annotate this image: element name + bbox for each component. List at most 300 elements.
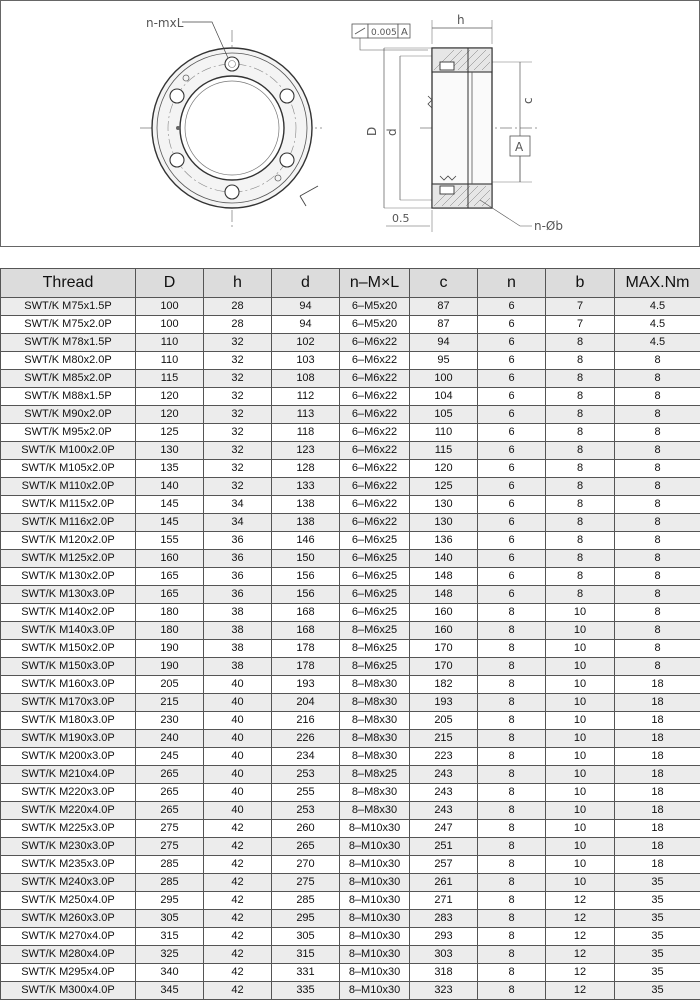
cell-c: 271 [410,892,478,910]
cell-D: 305 [136,910,204,928]
cell-max-nm: 35 [615,982,700,1000]
cell-max-nm: 8 [615,352,700,370]
cell-h: 32 [204,460,272,478]
cell-b: 8 [546,442,615,460]
cell-max-nm: 4.5 [615,316,700,334]
cell-thread: SWT/K M85x2.0P [1,370,136,388]
cell-d: 295 [272,910,340,928]
cell-b: 8 [546,496,615,514]
cell-b: 8 [546,550,615,568]
cell-n-M-L: 6–M6x22 [340,352,410,370]
table-row [1,640,700,658]
cell-c: 247 [410,820,478,838]
cell-D: 215 [136,694,204,712]
cell-c: 261 [410,874,478,892]
dim-c-label: c [521,97,535,104]
dim-h-label: h [457,13,465,27]
cell-D: 145 [136,514,204,532]
cell-n: 6 [478,352,546,370]
cell-n: 6 [478,298,546,316]
cell-thread: SWT/K M110x2.0P [1,478,136,496]
column-header-n: n [478,269,546,298]
cell-b: 10 [546,640,615,658]
cell-h: 40 [204,676,272,694]
cell-h: 36 [204,568,272,586]
cell-n-M-L: 8–M10x30 [340,946,410,964]
cell-max-nm: 35 [615,964,700,982]
cell-max-nm: 8 [615,550,700,568]
table-row [1,568,700,586]
cell-d: 204 [272,694,340,712]
cell-n: 8 [478,712,546,730]
table-row [1,802,700,820]
cell-n-M-L: 6–M5x20 [340,316,410,334]
cell-h: 42 [204,856,272,874]
cell-b: 10 [546,622,615,640]
cell-h: 38 [204,604,272,622]
cell-max-nm: 35 [615,892,700,910]
bolt-hole-lower-right [280,153,294,167]
cell-n-M-L: 6–M6x22 [340,406,410,424]
cell-d: 150 [272,550,340,568]
cell-n: 6 [478,406,546,424]
cell-d: 305 [272,928,340,946]
cell-thread: SWT/K M200x3.0P [1,748,136,766]
table-row [1,370,700,388]
table-row [1,316,700,334]
cell-D: 120 [136,406,204,424]
cell-D: 100 [136,298,204,316]
cell-thread: SWT/K M190x3.0P [1,730,136,748]
cell-max-nm: 8 [615,424,700,442]
table-row [1,784,700,802]
cell-n-M-L: 8–M10x30 [340,856,410,874]
cell-D: 275 [136,820,204,838]
cell-d: 94 [272,298,340,316]
cell-max-nm: 35 [615,928,700,946]
cell-h: 42 [204,838,272,856]
table-row [1,514,700,532]
cell-n-M-L: 6–M5x20 [340,298,410,316]
cell-b: 12 [546,982,615,1000]
cell-d: 123 [272,442,340,460]
cell-c: 257 [410,856,478,874]
cell-D: 180 [136,604,204,622]
cell-thread: SWT/K M230x3.0P [1,838,136,856]
cell-n: 6 [478,496,546,514]
cell-c: 293 [410,928,478,946]
cell-thread: SWT/K M270x4.0P [1,928,136,946]
cell-c: 160 [410,604,478,622]
cell-n: 6 [478,460,546,478]
cell-h: 32 [204,442,272,460]
cell-b: 10 [546,802,615,820]
cell-n: 8 [478,658,546,676]
cell-thread: SWT/K M140x2.0P [1,604,136,622]
cell-thread: SWT/K M78x1.5P [1,334,136,352]
cell-n-M-L: 6–M6x22 [340,334,410,352]
cell-d: 138 [272,496,340,514]
cell-n: 8 [478,856,546,874]
cell-max-nm: 18 [615,694,700,712]
cell-h: 34 [204,496,272,514]
bolt-slot-bottom [440,186,454,194]
drawing-frame [1,1,700,247]
cell-d: 331 [272,964,340,982]
cell-d: 156 [272,568,340,586]
cell-n-M-L: 8–M6x25 [340,658,410,676]
cell-h: 32 [204,334,272,352]
cell-D: 110 [136,334,204,352]
datum-label: A [515,140,524,154]
cell-n-M-L: 8–M10x30 [340,982,410,1000]
cell-n-M-L: 8–M6x25 [340,640,410,658]
cell-n: 6 [478,388,546,406]
cell-b: 10 [546,694,615,712]
cell-D: 265 [136,802,204,820]
cell-thread: SWT/K M125x2.0P [1,550,136,568]
table-row [1,352,700,370]
table-row [1,424,700,442]
cell-n-M-L: 8–M10x30 [340,964,410,982]
cell-d: 168 [272,604,340,622]
cell-b: 8 [546,532,615,550]
cell-D: 315 [136,928,204,946]
cell-D: 240 [136,730,204,748]
cell-d: 226 [272,730,340,748]
table-row [1,748,700,766]
cell-h: 42 [204,982,272,1000]
cell-c: 223 [410,748,478,766]
cell-n-M-L: 8–M8x30 [340,730,410,748]
cell-h: 34 [204,514,272,532]
cell-c: 170 [410,640,478,658]
table-row [1,658,700,676]
cell-D: 295 [136,892,204,910]
cell-c: 87 [410,316,478,334]
cell-D: 115 [136,370,204,388]
cell-d: 253 [272,766,340,784]
cell-D: 180 [136,622,204,640]
cell-h: 42 [204,910,272,928]
cell-d: 156 [272,586,340,604]
cell-thread: SWT/K M95x2.0P [1,424,136,442]
table-row [1,622,700,640]
cell-d: 118 [272,424,340,442]
cell-thread: SWT/K M105x2.0P [1,460,136,478]
cell-d: 94 [272,316,340,334]
cell-c: 170 [410,658,478,676]
cell-n: 8 [478,766,546,784]
cell-thread: SWT/K M280x4.0P [1,946,136,964]
cell-b: 8 [546,370,615,388]
cell-thread: SWT/K M120x2.0P [1,532,136,550]
cell-b: 8 [546,460,615,478]
table-row [1,334,700,352]
cell-n: 8 [478,820,546,838]
cell-max-nm: 18 [615,838,700,856]
cell-h: 42 [204,946,272,964]
cell-n-M-L: 8–M10x30 [340,820,410,838]
cell-c: 130 [410,514,478,532]
cell-c: 243 [410,766,478,784]
front-callout-label: n-mxL [146,16,184,30]
cell-d: 178 [272,658,340,676]
cell-n-M-L: 8–M8x30 [340,784,410,802]
cell-D: 285 [136,856,204,874]
cell-max-nm: 8 [615,442,700,460]
cell-D: 140 [136,478,204,496]
cell-max-nm: 35 [615,910,700,928]
cell-thread: SWT/K M90x2.0P [1,406,136,424]
cell-max-nm: 8 [615,568,700,586]
cell-thread: SWT/K M225x3.0P [1,820,136,838]
cell-c: 251 [410,838,478,856]
cell-n-M-L: 6–M6x25 [340,532,410,550]
table-row [1,856,700,874]
cell-d: 103 [272,352,340,370]
cell-b: 12 [546,964,615,982]
cell-n: 6 [478,370,546,388]
cell-b: 7 [546,316,615,334]
cell-c: 148 [410,568,478,586]
table-row [1,712,700,730]
cell-n: 8 [478,694,546,712]
cell-n: 6 [478,586,546,604]
cell-b: 10 [546,856,615,874]
cell-D: 120 [136,388,204,406]
cell-D: 135 [136,460,204,478]
cell-c: 136 [410,532,478,550]
cell-b: 10 [546,874,615,892]
bolt-hole-upper-left [170,89,184,103]
bolt-slot-top [440,62,454,70]
cell-h: 40 [204,730,272,748]
cell-D: 160 [136,550,204,568]
cell-b: 8 [546,586,615,604]
dim-gap-label: 0.5 [392,212,410,225]
cell-max-nm: 8 [615,622,700,640]
cell-n-M-L: 6–M6x25 [340,568,410,586]
table-row [1,946,700,964]
column-header-d: d [272,269,340,298]
table-row [1,820,700,838]
cell-b: 10 [546,838,615,856]
cell-thread: SWT/K M88x1.5P [1,388,136,406]
column-header-n-M-L: n–M×L [340,269,410,298]
cell-max-nm: 8 [615,406,700,424]
table-row [1,298,700,316]
bore-circle [180,76,284,180]
cell-c: 94 [410,334,478,352]
cell-D: 265 [136,766,204,784]
cell-h: 32 [204,478,272,496]
bolt-hole-bottom [225,185,239,199]
cell-thread: SWT/K M250x4.0P [1,892,136,910]
cell-D: 275 [136,838,204,856]
table-row [1,982,700,1000]
cell-n-M-L: 6–M6x22 [340,442,410,460]
cell-n-M-L: 8–M6x25 [340,622,410,640]
cell-n-M-L: 6–M6x22 [340,388,410,406]
cell-D: 190 [136,658,204,676]
cell-c: 130 [410,496,478,514]
cell-b: 10 [546,766,615,784]
cell-n: 6 [478,568,546,586]
cell-n-M-L: 8–M10x30 [340,910,410,928]
cell-b: 12 [546,928,615,946]
cell-n-M-L: 6–M6x22 [340,496,410,514]
cell-thread: SWT/K M100x2.0P [1,442,136,460]
cell-n-M-L: 8–M10x30 [340,928,410,946]
cell-max-nm: 35 [615,946,700,964]
cell-h: 40 [204,748,272,766]
cell-n: 8 [478,874,546,892]
cell-thread: SWT/K M150x2.0P [1,640,136,658]
cell-c: 100 [410,370,478,388]
cell-d: 265 [272,838,340,856]
cell-b: 10 [546,676,615,694]
cell-h: 36 [204,550,272,568]
cell-h: 42 [204,892,272,910]
spec-table-body [1,298,700,1000]
table-row [1,874,700,892]
cell-max-nm: 4.5 [615,334,700,352]
cell-h: 40 [204,694,272,712]
tolerance-value: 0.005 [371,28,397,38]
technical-drawing [0,0,700,248]
cell-d: 128 [272,460,340,478]
cell-d: 112 [272,388,340,406]
cell-n: 6 [478,532,546,550]
cell-thread: SWT/K M220x4.0P [1,802,136,820]
cell-D: 155 [136,532,204,550]
cell-b: 10 [546,748,615,766]
cell-c: 105 [410,406,478,424]
cell-h: 42 [204,928,272,946]
cell-D: 110 [136,352,204,370]
datum-ref: A [401,27,408,38]
cell-n: 8 [478,928,546,946]
cell-b: 10 [546,730,615,748]
cell-max-nm: 8 [615,514,700,532]
cell-max-nm: 8 [615,370,700,388]
cell-c: 283 [410,910,478,928]
cell-thread: SWT/K M240x3.0P [1,874,136,892]
cell-n: 8 [478,676,546,694]
column-header-b: b [546,269,615,298]
cell-thread: SWT/K M260x3.0P [1,910,136,928]
cell-c: 87 [410,298,478,316]
cell-b: 12 [546,910,615,928]
cell-n-M-L: 8–M10x30 [340,874,410,892]
cell-thread: SWT/K M140x3.0P [1,622,136,640]
cell-D: 165 [136,568,204,586]
cell-n: 8 [478,892,546,910]
cell-d: 285 [272,892,340,910]
cell-d: 168 [272,622,340,640]
cell-n-M-L: 8–M8x30 [340,748,410,766]
cell-D: 130 [136,442,204,460]
cell-max-nm: 35 [615,874,700,892]
table-row [1,910,700,928]
cell-D: 230 [136,712,204,730]
cell-c: 120 [410,460,478,478]
table-row [1,838,700,856]
cell-n-M-L: 6–M6x25 [340,550,410,568]
cell-b: 8 [546,478,615,496]
cell-max-nm: 18 [615,766,700,784]
cell-b: 8 [546,568,615,586]
cell-h: 36 [204,532,272,550]
cell-n: 8 [478,982,546,1000]
cell-h: 32 [204,370,272,388]
cell-max-nm: 18 [615,748,700,766]
cell-max-nm: 4.5 [615,298,700,316]
table-row [1,532,700,550]
cell-max-nm: 8 [615,586,700,604]
cell-n: 6 [478,478,546,496]
cell-c: 205 [410,712,478,730]
cell-h: 32 [204,406,272,424]
cell-b: 10 [546,820,615,838]
cell-h: 40 [204,784,272,802]
cell-thread: SWT/K M295x4.0P [1,964,136,982]
cell-n: 8 [478,748,546,766]
cell-h: 40 [204,802,272,820]
cell-thread: SWT/K M300x4.0P [1,982,136,1000]
cell-h: 40 [204,766,272,784]
cell-b: 8 [546,424,615,442]
cell-b: 8 [546,334,615,352]
table-row [1,550,700,568]
cell-D: 190 [136,640,204,658]
cell-max-nm: 18 [615,802,700,820]
cell-d: 108 [272,370,340,388]
cell-h: 32 [204,352,272,370]
cell-n: 8 [478,730,546,748]
spec-table-header [1,269,700,298]
cell-b: 8 [546,514,615,532]
cell-d: 255 [272,784,340,802]
cell-n-M-L: 8–M8x30 [340,802,410,820]
cell-d: 335 [272,982,340,1000]
cell-h: 42 [204,874,272,892]
drawing-svg [0,0,700,248]
dim-D-label: D [365,126,379,136]
cell-D: 325 [136,946,204,964]
cell-d: 178 [272,640,340,658]
bolt-hole-top [225,57,239,71]
table-row [1,676,700,694]
cell-D: 125 [136,424,204,442]
cell-D: 165 [136,586,204,604]
cell-h: 32 [204,424,272,442]
cell-c: 215 [410,730,478,748]
cell-n: 6 [478,442,546,460]
lock-pin-3 [176,126,180,130]
cell-c: 95 [410,352,478,370]
cell-n-M-L: 8–M8x25 [340,766,410,784]
table-row [1,478,700,496]
cell-c: 148 [410,586,478,604]
cell-c: 115 [410,442,478,460]
cell-n-M-L: 6–M6x22 [340,370,410,388]
table-row [1,730,700,748]
cell-max-nm: 18 [615,712,700,730]
cell-c: 140 [410,550,478,568]
cell-thread: SWT/K M150x3.0P [1,658,136,676]
